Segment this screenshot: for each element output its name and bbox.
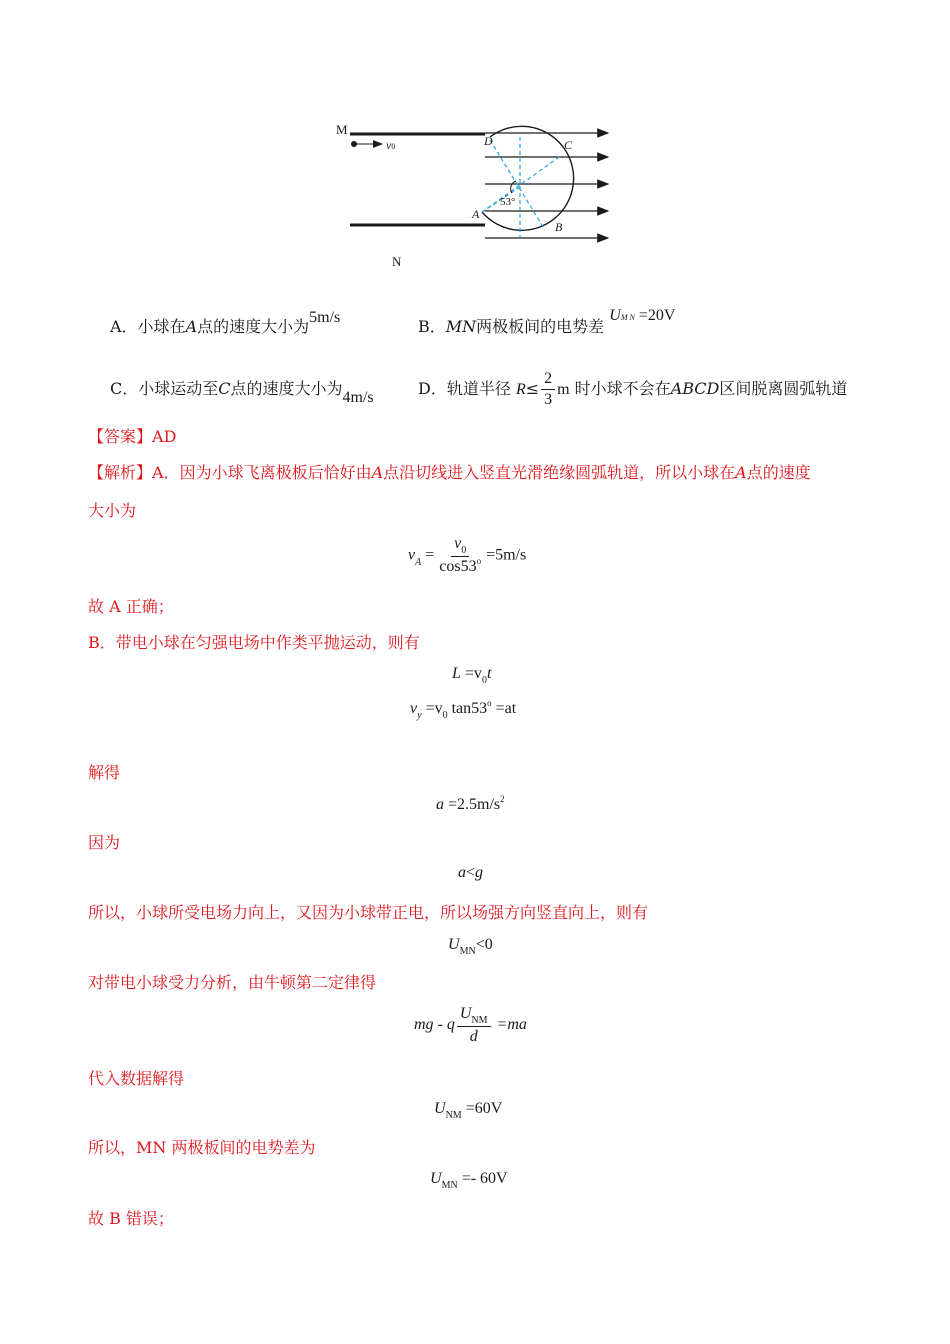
label-A: A — [472, 207, 480, 221]
equation-L: $L =v_0t$ — [452, 665, 492, 686]
analysis-p1: 【解析】A．因为小球飞离极板后恰好由A点沿切线进入竖直光滑绝缘圆弧轨道，所以小球在A点的速度 — [88, 463, 811, 482]
label-C: C — [564, 138, 573, 152]
label-M: M — [336, 122, 348, 137]
option-A: A．小球在A点的速度大小为5m/s — [110, 309, 341, 336]
equation-a: $a =2.5m/s^2$ — [436, 794, 505, 813]
label-v0: v0 — [386, 138, 396, 152]
equation-newton: mg - q $\frac{U_{NM}}{d}$ =ma — [414, 1005, 527, 1045]
label-B: B — [555, 220, 563, 234]
arc-track — [482, 126, 574, 230]
analysis-p2: 大小为 — [88, 501, 137, 520]
analysis-p11: 故 B 错误； — [88, 1209, 174, 1228]
analysis-p7: 所以，小球所受电场力向上，又因为小球带正电，所以场强方向竖直向上，则有 — [88, 903, 649, 922]
option-D: D．轨道半径 R≤ $\frac{2}{3}$ m 时小球不会在ABCD区间脱离圆弧轨道 — [418, 370, 848, 408]
analysis-p9: 代入数据解得 — [88, 1069, 185, 1088]
analysis-p5: 解得 — [88, 763, 121, 782]
answer: 【答案】AD — [88, 427, 177, 446]
analysis-p3: 故 A 正确； — [88, 597, 174, 616]
analysis-p6: 因为 — [88, 833, 121, 852]
analysis-p8: 对带电小球受力分析，由牛顿第二定律得 — [88, 973, 377, 992]
equation-UMN-lt-0: $U_{MN}<0$ — [448, 936, 493, 957]
label-D: D — [484, 134, 493, 148]
equation-UMN: $U_{MN} =- 60V$ — [430, 1170, 508, 1191]
equation-a-lt-g: a<g — [458, 864, 484, 881]
analysis-p4: B．带电小球在匀强电场中作类平抛运动，则有 — [88, 633, 420, 652]
equation-vy: $v_y =v_0$ tan53$^o$ =at — [410, 698, 517, 721]
equation-vA: $v_A$ = $\frac{v_0}{\cos 53^o}$ =5m/s — [408, 535, 527, 575]
label-N: N — [392, 254, 402, 269]
equation-UNM: $U_{NM} =60V$ — [434, 1100, 503, 1121]
analysis-p10: 所以，MN 两极板间的电势差为 — [88, 1138, 316, 1157]
option-B: B．MN两极板间的电势差 UM N =20V — [418, 307, 676, 336]
physics-diagram — [330, 115, 620, 275]
label-angle: 53° — [500, 196, 516, 208]
option-C: C．小球运动至C点的速度大小为4m/s — [110, 379, 374, 406]
